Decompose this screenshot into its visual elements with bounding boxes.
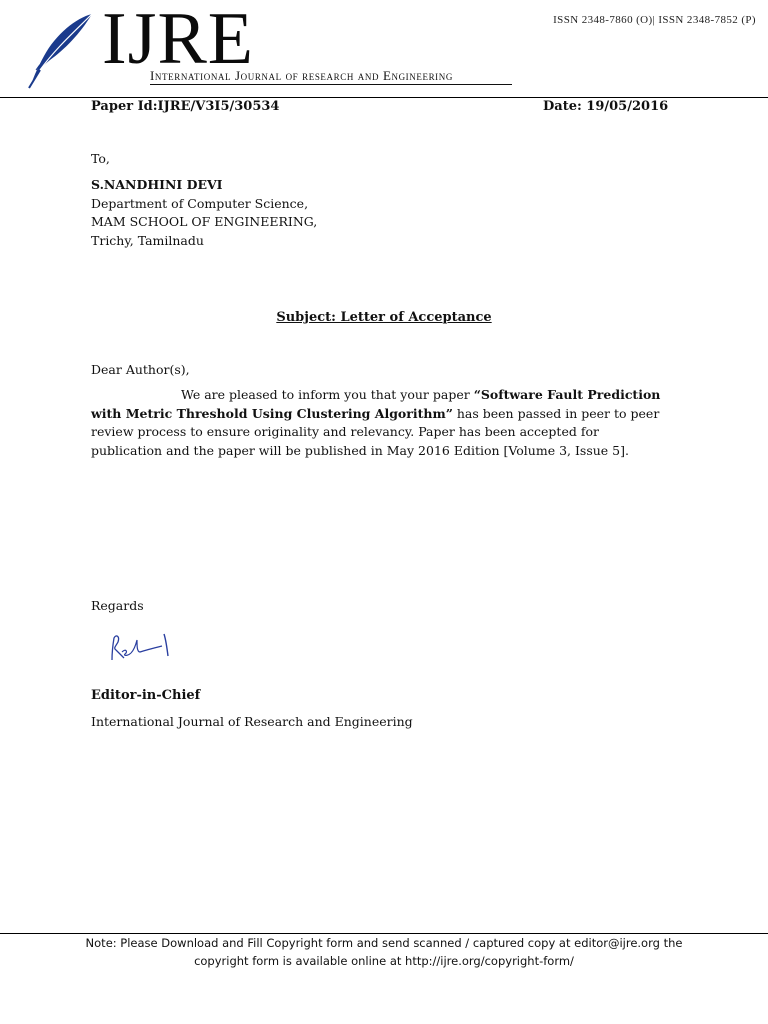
journal-logo-wordmark: IJRE (102, 0, 254, 80)
letter-date: Date: 19/05/2016 (543, 99, 669, 114)
recipient-institution: MAM SCHOOL OF ENGINEERING, (91, 214, 318, 229)
recipient-address (91, 176, 317, 250)
signatory-organization: International Journal of Research and Engineering (91, 714, 413, 729)
body-end: . (625, 442, 629, 458)
issn-numbers: ISSN 2348-7860 (O)| ISSN 2348-7852 (P) (553, 14, 756, 26)
letter-subject: Subject: Letter of Acceptance (276, 310, 492, 325)
regards: Regards (91, 598, 144, 613)
body-intro: We are pleased to inform you that your paper (181, 387, 474, 402)
recipient-department: Department of Computer Science, (91, 195, 309, 211)
feather-quill-icon (26, 12, 96, 90)
recipient-name: S.NANDHINI DEVI (91, 177, 223, 192)
footer-note (0, 934, 768, 970)
paper-id: Paper Id:IJRE/V3I5/30534 (91, 99, 280, 114)
body-middle: has been passed in peer to peer review process to ensure originality and relevancy. Paper has been accepted for publication and the paper will be published in May 2016 Edition (91, 405, 660, 458)
paper-title: “Software Fault Prediction with Metric Threshold Using Clustering Algorithm” (91, 387, 661, 421)
signatory-title: Editor-in-Chief (91, 688, 201, 703)
letterhead (0, 0, 768, 98)
letter-body (91, 386, 669, 460)
footer-note-line-2: copyright form is available online at http://ijre.org/copyright-form/ (194, 954, 574, 968)
signature-image (104, 626, 184, 668)
logo-underline (150, 84, 512, 85)
edition-info: [Volume 3, Issue 5] (503, 442, 625, 458)
journal-full-name: International Journal of research and Engineering (150, 68, 453, 83)
salutation: Dear Author(s), (91, 362, 190, 377)
recipient-location: Trichy, Tamilnadu (91, 232, 204, 248)
footer-note-line-1: Note: Please Download and Fill Copyright form and send scanned / captured copy at editor@ijre.org the (85, 936, 683, 950)
to-line: To, (91, 151, 110, 166)
header-divider (0, 97, 768, 98)
